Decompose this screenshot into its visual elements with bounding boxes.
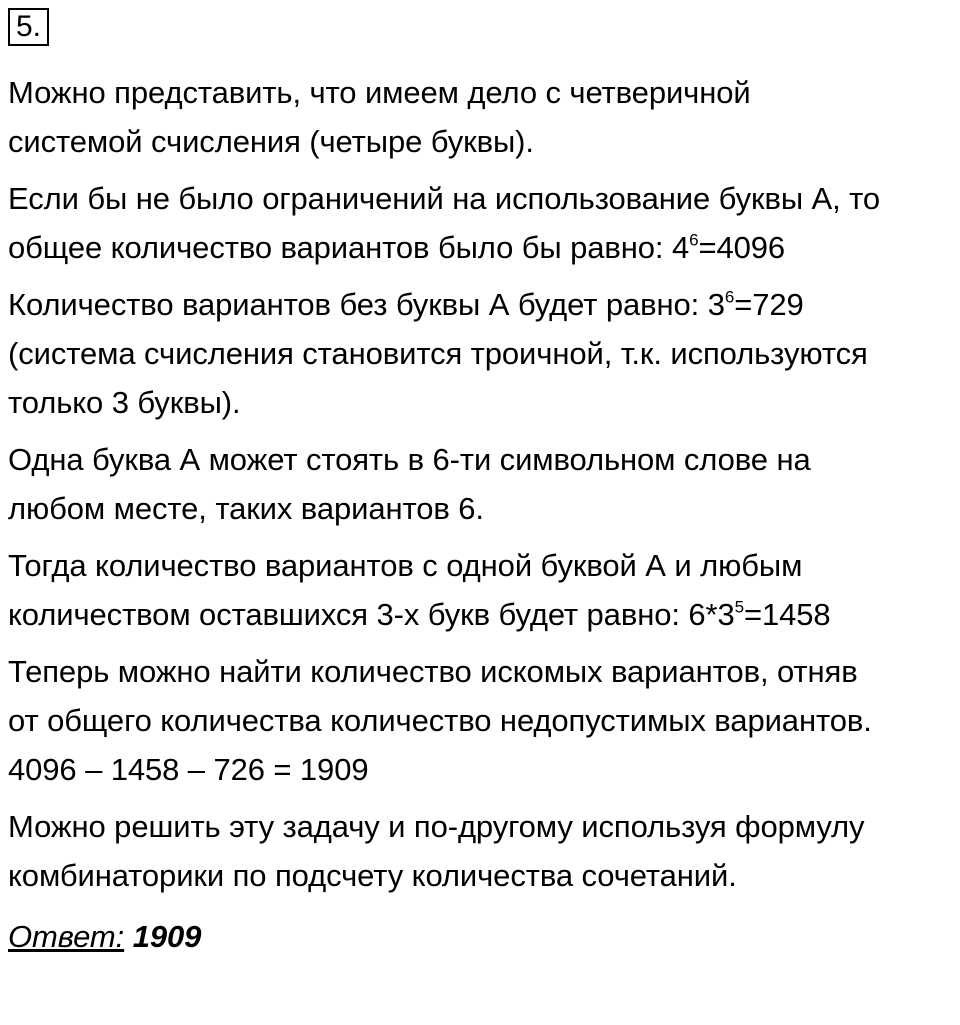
text: Количество вариантов без буквы А будет равно: 3 <box>8 287 725 322</box>
text-line-formula <box>8 280 952 329</box>
text-line: Тогда количество вариантов с одной буквой А и любым <box>8 548 803 583</box>
text-line: Если бы не было ограничений на использование буквы А, то <box>8 181 881 216</box>
text-line-formula <box>8 590 952 639</box>
task-number: 5. <box>8 8 49 46</box>
text-line-formula <box>8 223 952 272</box>
exponent: 5 <box>734 597 744 617</box>
paragraph-6 <box>8 647 952 794</box>
answer-label: Ответ: <box>8 919 125 954</box>
text: количеством оставшихся 3-х букв будет равно: 6*3 <box>8 597 735 632</box>
exponent: 6 <box>724 287 735 307</box>
calculation-line: 4096 – 1458 – 726 = 1909 <box>8 752 369 787</box>
paragraph-3 <box>8 280 952 427</box>
paragraph-4 <box>8 435 952 533</box>
text-line: Теперь можно найти количество искомых вариантов, отняв <box>8 654 858 689</box>
paragraph-7 <box>8 802 952 900</box>
answer-block <box>8 912 952 961</box>
text: =1458 <box>743 597 831 632</box>
text-line: комбинаторики по подсчету количества сочетаний. <box>8 858 737 893</box>
exponent: 6 <box>689 230 699 250</box>
text-line: любом месте, таких вариантов 6. <box>8 491 484 526</box>
text-line: Одна буква А может стоять в 6-ти символьном слове на <box>8 442 811 477</box>
solution-page <box>8 8 952 961</box>
text: =4096 <box>698 230 786 265</box>
text-line: от общего количества количество недопустимых вариантов. <box>8 703 872 738</box>
text-line: системой счисления (четыре буквы). <box>8 124 534 159</box>
text: общее количество вариантов было бы равно: 4 <box>8 230 690 265</box>
text-line: (система счисления становится троичной, т.к. используются <box>8 336 868 371</box>
answer-value: 1909 <box>132 919 202 954</box>
paragraph-5 <box>8 541 952 639</box>
text: =729 <box>734 287 804 322</box>
text-line: только 3 буквы). <box>8 385 241 420</box>
text-line: Можно решить эту задачу и по-другому используя формулу <box>8 809 865 844</box>
paragraph-1 <box>8 68 952 166</box>
paragraph-2 <box>8 174 952 272</box>
text-line: Можно представить, что имеем дело с четверичной <box>8 75 751 110</box>
